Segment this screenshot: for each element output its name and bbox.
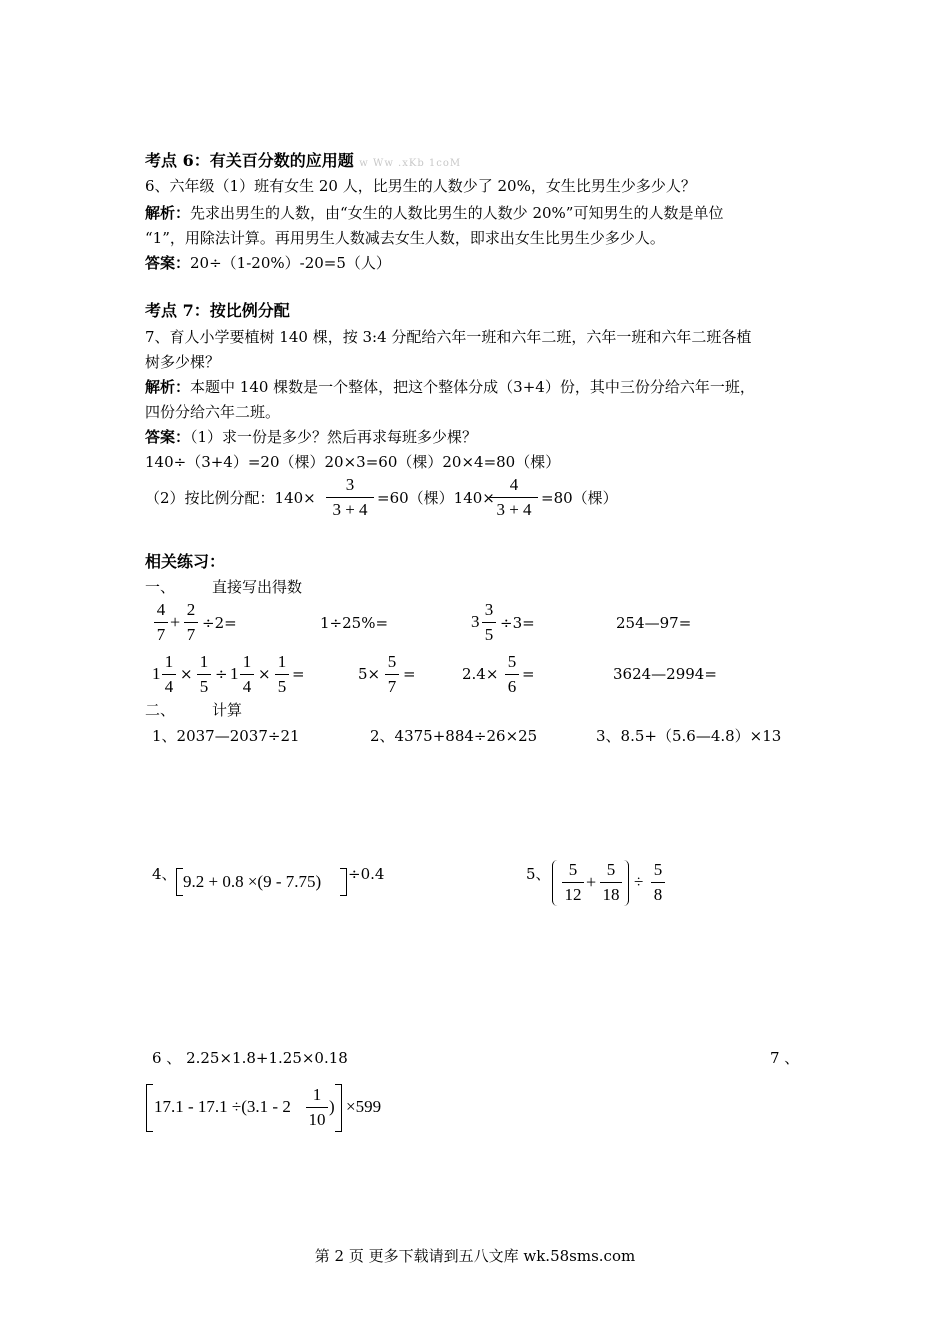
denominator: 4 — [242, 677, 252, 696]
numerator: 3 — [345, 475, 355, 494]
section7-answer-line2: 140÷（3+4）=20（棵）20×3=60（棵）20×4=80（棵） — [145, 453, 561, 471]
section7-analysis-line2: 四份分给六年二班。 — [145, 403, 281, 421]
fraction — [482, 600, 496, 645]
numerator: 1 — [312, 1085, 322, 1104]
denominator: 4 — [164, 677, 174, 696]
denominator: 3 + 4 — [332, 500, 368, 519]
denominator: 5 — [277, 677, 287, 696]
answer-text: 20÷（1-20%）-20=5（人） — [190, 254, 391, 272]
denominator: 5 — [484, 625, 494, 644]
fraction — [385, 652, 399, 697]
calc-5-number: 5、 — [526, 865, 551, 883]
r1-a-tail: ÷2= — [202, 614, 237, 632]
fraction — [154, 600, 168, 645]
section6-question: 6、六年级（1）班有女生 20 人，比男生的人数少了 20%，女生比男生少多少人？ — [145, 177, 696, 195]
section6-heading-text: 考点 6：有关百分数的应用题 — [145, 151, 354, 170]
practice-heading: 相关练习： — [145, 552, 226, 571]
numerator: 5 — [507, 652, 517, 671]
calc-7-number: 7 、 — [770, 1049, 800, 1067]
section7-answer-line3-b: =60（棵）140× — [377, 489, 495, 507]
fraction — [490, 475, 538, 520]
section7-answer-line1 — [145, 427, 477, 447]
numerator: 1 — [277, 652, 287, 671]
analysis-text: 本题中 140 棵数是一个整体，把这个整体分成（3+4）份，其中三份分给六年一班， — [190, 378, 755, 396]
plus-sign: + — [170, 612, 181, 632]
section7-heading: 考点 7：按比例分配 — [145, 301, 290, 320]
denominator: 7 — [387, 677, 397, 696]
calc-2: 2、4375+884÷26×25 — [370, 727, 538, 745]
section6-heading — [145, 151, 461, 174]
calc-4-number: 4、 — [152, 865, 177, 883]
denominator: 3 + 4 — [496, 500, 532, 519]
fraction — [240, 652, 254, 697]
numerator: 5 — [653, 860, 663, 879]
calc-7-tail: ×599 — [346, 1097, 382, 1116]
fraction — [326, 475, 374, 520]
denominator: 7 — [186, 625, 196, 644]
section6-analysis-line1 — [145, 203, 723, 223]
right-paren — [618, 860, 629, 906]
times-sign: × — [180, 665, 193, 683]
mixed-whole: 3 — [471, 612, 480, 631]
fraction — [275, 652, 289, 697]
calc-1: 1、2037—2037÷21 — [152, 727, 300, 745]
numerator: 1 — [199, 652, 209, 671]
denominator: 12 — [564, 885, 582, 904]
denominator: 10 — [308, 1110, 326, 1129]
numerator: 5 — [606, 860, 616, 879]
r2-b-pre: 5× — [358, 665, 381, 683]
section6-answer — [145, 253, 391, 273]
calc-6: 6 、 2.25×1.8+1.25×0.18 — [152, 1049, 348, 1067]
equals-sign: = — [522, 665, 535, 683]
section7-analysis-line1 — [145, 377, 755, 397]
left-bracket — [146, 1084, 153, 1132]
divide-sign: ÷ — [634, 872, 644, 891]
section7-answer-line3-a: （2）按比例分配：140× — [145, 489, 316, 507]
left-bracket — [176, 868, 183, 896]
r1-d: 254—97= — [616, 614, 692, 632]
calc-3: 3、8.5+（5.6—4.8）×13 — [596, 727, 782, 745]
denominator: 18 — [602, 885, 620, 904]
analysis-label: 解析： — [145, 378, 191, 396]
answer-text: （1）求一份是多少？然后再求每班多少棵？ — [190, 428, 478, 446]
denominator: 8 — [653, 885, 663, 904]
part1-title: 直接写出得数 — [212, 578, 303, 596]
watermark: w Ww .xKb 1coM — [359, 158, 462, 169]
close-paren: ) — [329, 1097, 335, 1116]
calc-4-expression: 9.2 + 0.8 ×(9 - 7.75) — [183, 872, 322, 891]
fraction — [505, 652, 519, 697]
calc-4-tail: ÷0.4 — [348, 865, 385, 883]
right-bracket — [335, 1084, 342, 1132]
section7-answer-line3-c: =80（棵） — [541, 489, 618, 507]
part2-number: 二、 — [145, 701, 176, 719]
plus-sign: + — [586, 872, 597, 892]
mixed-whole: 1 — [152, 664, 161, 683]
analysis-label: 解析： — [145, 204, 191, 222]
numerator: 3 — [484, 600, 494, 619]
denominator: 5 — [199, 677, 209, 696]
analysis-text: 先求出男生的人数，由“女生的人数比男生的人数少 20%”可知男生的人数是单位 — [190, 204, 724, 222]
fraction — [651, 860, 665, 905]
numerator: 4 — [509, 475, 519, 494]
right-bracket — [340, 868, 347, 896]
r1-b: 1÷25%= — [320, 614, 389, 632]
r2-d: 3624—2994= — [613, 665, 717, 683]
section7-question-line2: 树多少棵？ — [145, 353, 221, 371]
numerator: 5 — [568, 860, 578, 879]
answer-label: 答案： — [145, 428, 191, 446]
part2-title: 计算 — [212, 701, 243, 719]
part1-number: 一、 — [145, 578, 176, 596]
r1-c-tail: ÷3= — [500, 614, 535, 632]
equals-sign: = — [403, 665, 416, 683]
r2-c-pre: 2.4× — [462, 665, 499, 683]
numerator: 4 — [156, 600, 166, 619]
page-footer: 第 2 页 更多下载请到五八文库 wk.58sms.com — [314, 1247, 636, 1265]
section6-analysis-line2: “1”，用除法计算。再用男生人数减去女生人数，即求出女生比男生少多少人。 — [145, 229, 665, 247]
fraction — [184, 600, 198, 645]
fraction — [197, 652, 211, 697]
fraction — [162, 652, 176, 697]
fraction — [562, 860, 584, 905]
numerator: 2 — [186, 600, 196, 619]
mixed-whole: 1 — [230, 664, 239, 683]
denominator: 7 — [156, 625, 166, 644]
answer-label: 答案： — [145, 254, 191, 272]
denominator: 6 — [507, 677, 517, 696]
divide-sign: ÷ — [215, 665, 228, 683]
calc-7-expression: 17.1 - 17.1 ÷(3.1 - 2 — [154, 1097, 291, 1116]
equals-sign: = — [292, 665, 305, 683]
section7-question-line1: 7、育人小学要植树 140 棵，按 3:4 分配给六年一班和六年二班，六年一班和六年二班各植 — [145, 328, 752, 346]
numerator: 1 — [164, 652, 174, 671]
numerator: 5 — [387, 652, 397, 671]
fraction — [306, 1085, 328, 1130]
times-sign: × — [258, 665, 271, 683]
numerator: 1 — [242, 652, 252, 671]
